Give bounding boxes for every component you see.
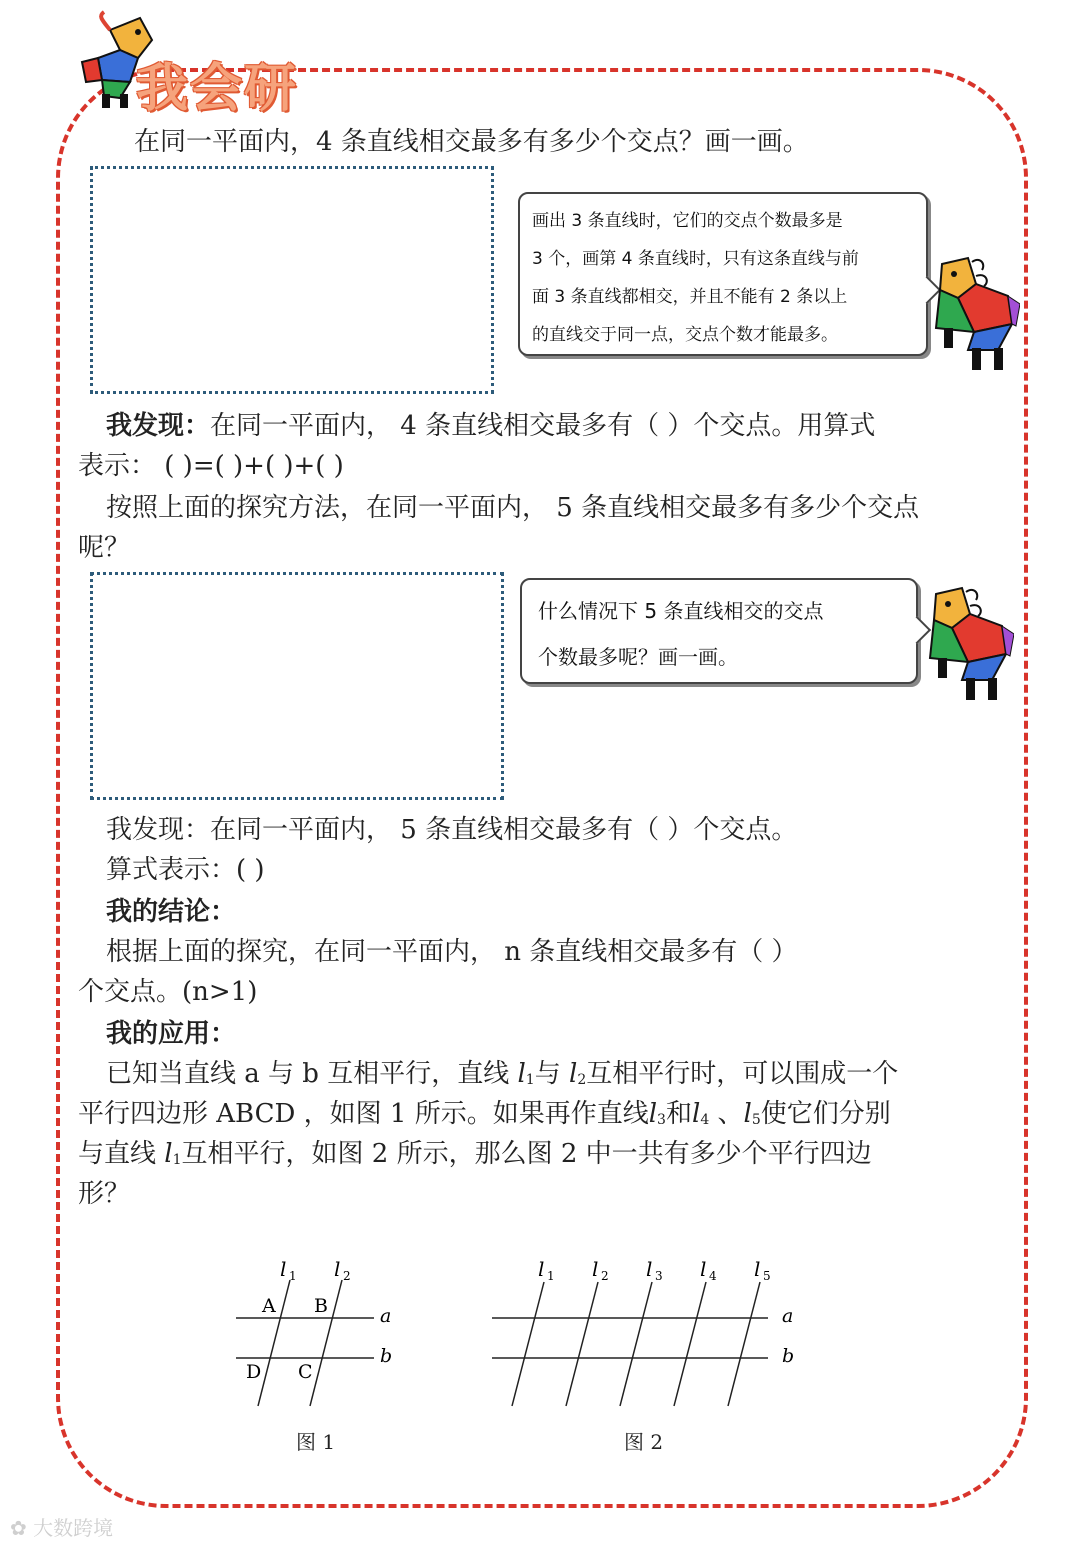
point-c: C bbox=[298, 1361, 313, 1383]
var-l: l bbox=[517, 1059, 526, 1089]
label-l: l bbox=[646, 1257, 653, 1281]
finding-1 bbox=[106, 406, 875, 446]
figure-1-caption: 图 1 bbox=[296, 1430, 336, 1454]
var-l: l bbox=[568, 1059, 578, 1089]
finding-label: 我发现： bbox=[106, 411, 211, 441]
hint-bubble-1 bbox=[518, 192, 928, 356]
sub-2: 2 bbox=[343, 1269, 351, 1283]
text-span: 和 bbox=[665, 1099, 692, 1129]
hint-line: 的直线交于同一点，交点个数才能最多。 bbox=[532, 325, 838, 345]
label-l: l bbox=[592, 1257, 599, 1281]
application-line-4: 形？ bbox=[78, 1179, 131, 1209]
figure-2-caption: 图 2 bbox=[624, 1430, 664, 1454]
var-l: l bbox=[164, 1139, 173, 1169]
horse-mascot-icon bbox=[928, 254, 1020, 374]
point-a: A bbox=[262, 1295, 276, 1317]
point-b: B bbox=[314, 1295, 328, 1317]
label-l: l bbox=[754, 1257, 761, 1281]
line-l3 bbox=[620, 1282, 652, 1406]
figure-2 bbox=[486, 1250, 806, 1420]
label-l2: l bbox=[334, 1257, 341, 1281]
question-2-line-1: 按照上面的探究方法，在同一平面内， 5 条直线相交最多有多少个交点 bbox=[106, 493, 920, 523]
sub-2: 2 bbox=[601, 1269, 609, 1283]
line-l5 bbox=[728, 1282, 760, 1406]
hint-line: 画出 3 条直线时，它们的交点个数最多是 bbox=[532, 211, 843, 231]
text-span: 、 bbox=[709, 1099, 744, 1129]
subscript: 3 bbox=[657, 1112, 666, 1128]
line-l4 bbox=[674, 1282, 706, 1406]
text-span: 平行四边形 ABCD ，如图 1 所示。如果再作直线 bbox=[78, 1099, 649, 1129]
hint-bubble-2 bbox=[520, 578, 918, 684]
question-1: 在同一平面内，4 条直线相交最多有多少个交点？画一画。 bbox=[134, 127, 809, 157]
label-l1: l bbox=[280, 1257, 287, 1281]
watermark-text: 大数跨境 bbox=[33, 1516, 114, 1540]
subscript: 1 bbox=[525, 1072, 535, 1088]
conclusion-line-2: 个交点。(n>1) bbox=[78, 977, 258, 1007]
sub-1: 1 bbox=[289, 1269, 297, 1283]
line-l1 bbox=[512, 1282, 544, 1406]
finding-text: 在同一平面内， 4 条直线相交最多有（ ）个交点。用算式 bbox=[210, 411, 876, 441]
finding-1-formula[interactable]: 表示： ( )=( )+( )+( ) bbox=[78, 451, 344, 481]
text-span: 使它们分别 bbox=[760, 1099, 891, 1129]
subscript: 2 bbox=[577, 1072, 587, 1088]
subscript: 1 bbox=[172, 1152, 182, 1168]
text-span: 互相平行，如图 2 所示，那么图 2 中一共有多少个平行四边 bbox=[181, 1139, 872, 1169]
text-span: 与直线 bbox=[78, 1139, 165, 1169]
hint-line: 个数最多呢？画一画。 bbox=[538, 645, 738, 669]
subscript: 4 bbox=[700, 1112, 710, 1128]
var-l: l bbox=[691, 1099, 701, 1129]
finding-2[interactable]: 我发现：在同一平面内， 5 条直线相交最多有（ ）个交点。 bbox=[106, 815, 798, 845]
var-l: l bbox=[743, 1099, 752, 1129]
hint-line: 什么情况下 5 条直线相交的交点 bbox=[538, 599, 824, 623]
finding-2-formula[interactable]: 算式表示：( ) bbox=[106, 855, 265, 885]
text-span: 已知当直线 a 与 b 互相平行，直线 bbox=[106, 1059, 518, 1089]
subscript: 5 bbox=[751, 1112, 761, 1128]
text-span: 互相平行时，可以围成一个 bbox=[586, 1059, 899, 1089]
hint-line: 3 个，画第 4 条直线时，只有这条直线与前 bbox=[532, 249, 859, 269]
application-label: 我的应用： bbox=[106, 1019, 237, 1049]
label-a: a bbox=[782, 1305, 794, 1327]
label-b: b bbox=[782, 1345, 795, 1367]
horse-mascot-icon bbox=[922, 584, 1014, 704]
section-title: 我会研 bbox=[136, 59, 299, 119]
hint-line: 面 3 条直线都相交，并且不能有 2 条以上 bbox=[532, 287, 848, 307]
conclusion-line-1[interactable]: 根据上面的探究，在同一平面内， n 条直线相交最多有（ ） bbox=[106, 937, 798, 967]
point-d: D bbox=[246, 1361, 262, 1383]
drawing-box-2[interactable] bbox=[90, 572, 504, 800]
watermark bbox=[10, 1512, 113, 1541]
sub-4: 4 bbox=[709, 1269, 717, 1283]
figure-1 bbox=[228, 1250, 428, 1420]
label-a: a bbox=[380, 1305, 392, 1327]
application-line-3 bbox=[78, 1134, 872, 1180]
conclusion-label: 我的结论： bbox=[106, 897, 237, 927]
label-l: l bbox=[700, 1257, 707, 1281]
var-l: l bbox=[648, 1099, 658, 1129]
line-l2 bbox=[566, 1282, 598, 1406]
text-span: 与 bbox=[534, 1059, 569, 1089]
question-2-line-2: 呢？ bbox=[78, 533, 131, 563]
label-l: l bbox=[538, 1257, 545, 1281]
section-header bbox=[80, 10, 310, 120]
sub-3: 3 bbox=[655, 1269, 663, 1283]
watermark-logo-icon: ✿ bbox=[10, 1516, 34, 1540]
drawing-box-1[interactable] bbox=[90, 166, 494, 394]
sub-1: 1 bbox=[547, 1269, 555, 1283]
label-b: b bbox=[380, 1345, 393, 1367]
sub-5: 5 bbox=[763, 1269, 771, 1283]
